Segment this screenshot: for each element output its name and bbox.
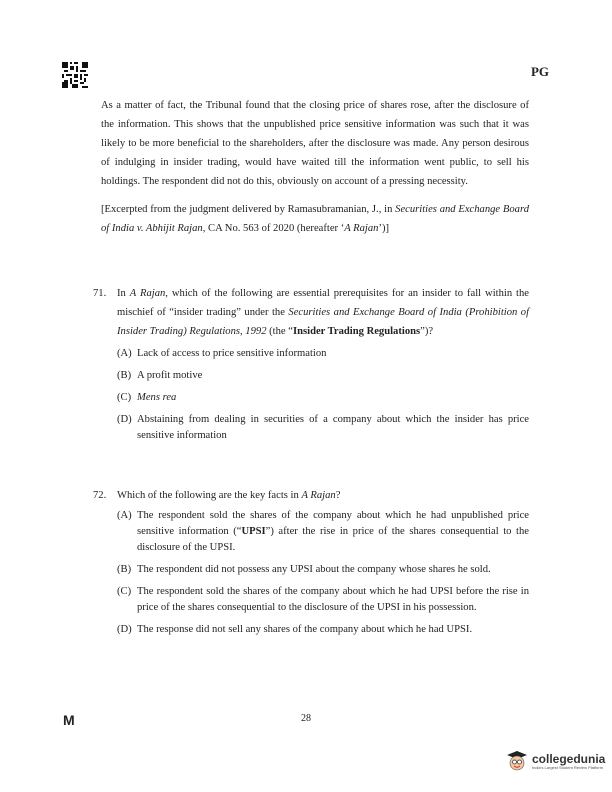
option-c: (C) Mens rea (117, 392, 177, 403)
option-d: (D) The response did not sell any shares of the company about which he had UPSI. (117, 624, 473, 635)
question-text: Which of the following are the key facts in A Rajan? (117, 490, 341, 501)
option-a: (A) The respondent sold the shares of the company about which he had unpublished price sensitive information (“UPSI”) after the rise in price of the shares consequential to the disclosure of the UPSI. (117, 510, 529, 553)
options-list (117, 508, 529, 638)
brand-watermark[interactable] (506, 750, 605, 772)
options-list (117, 346, 529, 444)
option-a: (A) Lack of access to price sensitive information (117, 348, 327, 359)
page-code: PG (530, 64, 549, 79)
brand-text (532, 753, 605, 770)
page-number: 28 (301, 713, 311, 724)
option-c: (C) The respondent sold the shares of the company about which he had UPSI before the rise in price of the shares consequential to the disclosure of the UPSI in his possession. (117, 586, 529, 613)
question-number: 71. (93, 288, 107, 299)
question-71 (93, 284, 529, 450)
question-number: 72. (93, 490, 107, 501)
question-72 (93, 486, 529, 644)
passage (101, 96, 529, 238)
passage-paragraph: As a matter of fact, the Tribunal found that the closing price of shares rose, after the disclosure of the information. This shows that the unpublished price sensitive information was such that it was likely to be more beneficial to the shareholders, after the disclosure was made. Any person desirous of indulging in insider trading, would have waited till the information went public, to sell his holdings. The respondent did not do this, obviously on account of a pressing necessity. (101, 100, 529, 187)
set-letter: M (63, 712, 75, 728)
brand-name: collegedunia (532, 751, 606, 766)
passage-citation: [Excerpted from the judgment delivered by Ramasubramanian, J., in Securities and Exchange Board of India v. Abhijit Rajan, CA No. 563 of 2020 (hereafter ‘A Rajan’)] (101, 204, 530, 234)
qr-code-icon (62, 62, 88, 88)
graduate-mascot-icon (506, 750, 528, 772)
brand-tagline: India's Largest Student Review Platform (532, 764, 604, 770)
question-text: In A Rajan, which of the following are essential prerequisites for an insider to fall within the mischief of “insider trading” under the Securities and Exchange Board of India (Prohibition of Insider Trading) Regulations, 1992 (the “Insider Trading Regulations”)? (117, 288, 530, 337)
option-d: (D) Abstaining from dealing in securities of a company about which the insider has price sensitive information (117, 414, 529, 441)
option-b: (B) A profit motive (117, 370, 203, 381)
option-b: (B) The respondent did not possess any UPSI about the company whose shares he sold. (117, 564, 491, 575)
